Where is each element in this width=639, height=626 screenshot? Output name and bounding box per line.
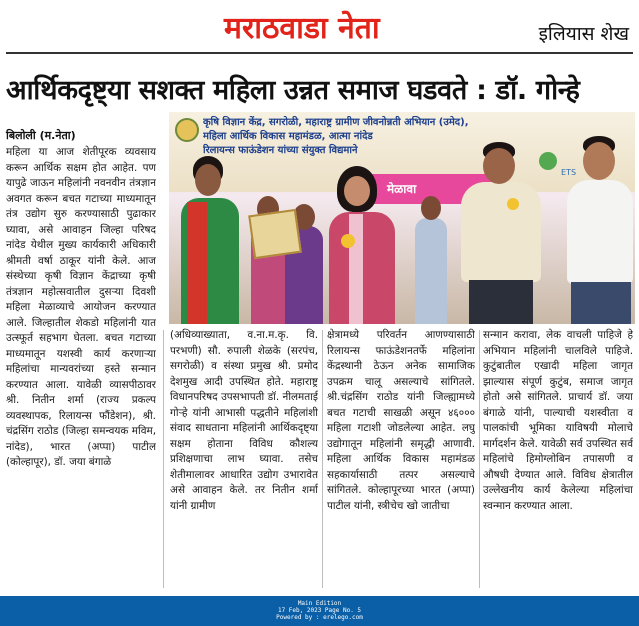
article-headline: आर्थिकदृष्ट्या सशक्त महिला उन्नत समाज घडवते : डॉ. गोन्हे xyxy=(6,75,580,106)
dateline: बिलोली (म.नेता) xyxy=(6,129,76,142)
reporter-byline: इलियास शेख xyxy=(538,23,629,45)
footer-edition: Main Edition xyxy=(297,600,342,607)
newspaper-title: मराठवाडा नेता xyxy=(224,11,380,46)
banner-event-label: मेळावा xyxy=(387,182,417,196)
person-guest-man-1 xyxy=(449,142,549,324)
footer-info xyxy=(0,600,639,621)
person-awardee xyxy=(173,152,243,324)
footer-date-page: 17 Feb, 2023 Page No. 5 xyxy=(277,607,362,614)
kvk-logo-icon xyxy=(175,118,199,142)
banner-text xyxy=(203,116,623,158)
banner-line-3: रिलायन्स फाऊंडेशन यांच्या संयुक्त विद्यमाने xyxy=(203,145,358,156)
masthead xyxy=(0,0,639,52)
banner-line-1: कृषि विज्ञान केंद्र, सगरोळी, महाराष्ट्र ग्रामीण जीवनोन्नती अभियान (उमेद), xyxy=(203,117,469,128)
person-guest-man-2 xyxy=(561,136,635,324)
column-divider xyxy=(163,330,164,588)
article-column-3: क्षेत्रामध्ये परिवर्तन आणण्यासाठी रिलायन्स फाऊंडेशनतर्फे महिलांना केंद्रस्थानी ठेऊन अनेक सामाजिक उपक्रम चालू असल्याचे सांगितले. श्री.चंद्रसिंग राठोड यांनी जिल्ह्यामध्ये बचत गटाची साखळी असून ४६००० महिला गटाशी जोडलेल्या आहेत. लघु उद्योगातून महिलांनी समृद्धी आणावी. महिला आर्थिक विकास महामंडळ सहकार्यासाठी तत्पर असल्याचे सांगितले. कोल्हापूरच्या भारत (अप्पा) पाटील यांनी, स्त्रीचेच खो जातीचा xyxy=(327,329,475,512)
event-photo xyxy=(169,112,635,324)
article-column-4: सन्मान करावा, लेक वाचली पाहिजे हे अभियान महिलांनी चालविले पाहिजे. कुटुंबातील एखादी महिला जागृत झाल्यास संपूर्ण कुटुंब, समाज जागृत होतो असे सांगितले. प्राचार्य डॉ. जया बंगाळे यांनी, पाल्याची यशस्वीता व पालकांची भूमिका याविषयी मोलाचे मार्गदर्शन केले. यावेळी सर्व उपस्थित सर्व महिलांचे हिमोग्लोबिन तपासणी व औषधी देण्यात आले. विविध क्षेत्रातील उल्लेखनीय कार्य केलेल्या महिलांचा स्वन्मान करण्यात आला. xyxy=(483,329,633,512)
masthead-divider xyxy=(6,52,633,54)
column-divider xyxy=(479,330,480,588)
footer-powered-by: Powered by : erelego.com xyxy=(276,614,363,621)
person-background-man xyxy=(413,188,449,324)
sponsor-logo-text: ETS xyxy=(561,168,577,177)
article-column-2: (अधिव्याख्याता, व.ना.म.कृ. वि. परभणी) सौ. रुपाली शेळके (सरपंच, सगरोळी) व संस्था प्रमुख श्री. प्रमोद देशमुख आदी उपस्थित होते. महाराष्ट्र विधानपरिषद उपसभापती डॉ. नीलमताई गोऱ्हे यांनी आभासी पद्धतीने महिलांशी संवाद साधताना महिलांनी आर्थिकदृष्ट्या सक्षम होताना विविध कौशल्य प्रशिक्षणाचा लाभ घ्यावा. तसेच शेतीमालावर आधारित उद्योग उभारावेत असे आवाहन केले. तर नितीन शर्मा यांनी ग्रामीण xyxy=(170,329,318,512)
article-column-1: महिला या आज शेतीपूरक व्यवसाय करून आर्थिक सक्षम होत आहेत. पण यापुढे जाऊन महिलांनी नवनवीन तंत्रज्ञान अवगत करून बचत गटाच्या माध्यमातून तंत्र उद्योग सुरु करण्यासाठी पुढाकार घ्यावा, असे आवाहन जिल्हा परिषद नांदेड येथील मुख्य कार्यकारी अधिकारी श्रीमती वर्षा ठाकूर यांनी केले. आज संस्थेच्या कृषी विज्ञान केंद्राच्या कृषी तंत्रज्ञान महोत्सवातील दुसऱ्या दिवशी महिला मेळाव्याचे आयोजन करण्यात आले. जिल्हातील शेकडो महिलांनी यात उत्स्फूर्त सहभाग घेतला. बचत गटाच्या माध्यमातून यशस्वी कार्य करणाऱ्या महिलांचा मान्यवरांच्या हस्ते सन्मान करण्यात आला. यावेळी व्यासपीठावर श्री. नितीन शर्मा (राज्य प्रकल्प व्यवस्थापक, रिलायन्स फौंडेशन), श्री. चंद्रसिंग राठोड (जिल्हा समन्वयक मविम, नांदेड), भारत (अप्पा) पाटील (कोल्हापूर), डॉ. जया बंगाळे xyxy=(6,146,156,468)
column-divider xyxy=(322,330,323,588)
banner-line-2: महिला आर्थिक विकास महामंडळ, आत्मा नांदेड xyxy=(203,131,373,142)
certificate xyxy=(248,209,302,259)
person-chief-guest xyxy=(319,164,399,324)
